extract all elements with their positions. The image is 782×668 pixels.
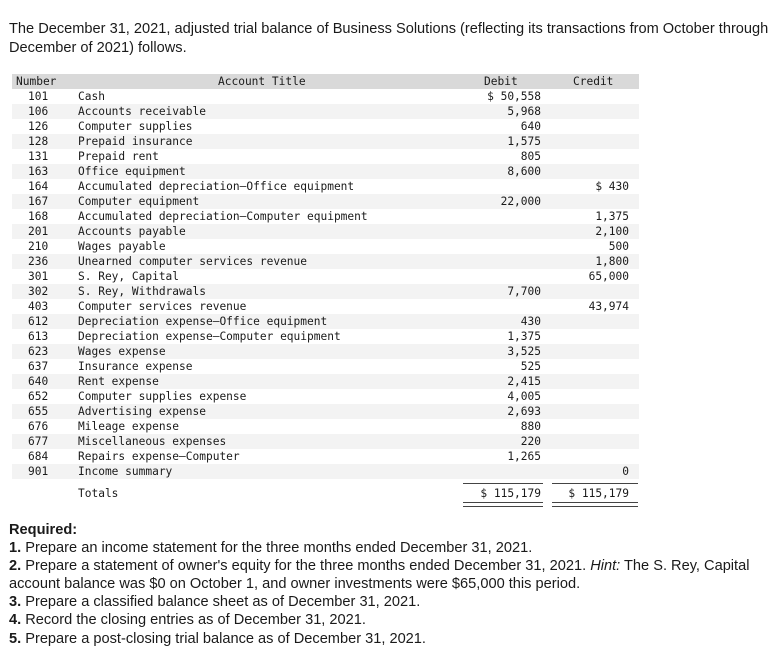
account-title: Computer supplies bbox=[78, 120, 193, 133]
account-title: Accumulated depreciation—Office equipment bbox=[78, 180, 355, 193]
account-number: 236 bbox=[28, 255, 49, 268]
table-row bbox=[12, 299, 639, 314]
totals-label: Totals bbox=[78, 487, 119, 500]
table-row bbox=[12, 314, 639, 329]
debit-amount: 5,968 bbox=[507, 105, 541, 118]
account-title: S. Rey, Withdrawals bbox=[78, 285, 206, 298]
credit-amount: 500 bbox=[608, 240, 629, 253]
table-row bbox=[12, 284, 639, 299]
hint-label: Hint: bbox=[590, 558, 621, 575]
account-number: 640 bbox=[28, 375, 49, 388]
account-number: 676 bbox=[28, 420, 49, 433]
account-title: Advertising expense bbox=[78, 405, 206, 418]
debit-amount: 805 bbox=[520, 150, 541, 163]
account-number: 684 bbox=[28, 450, 49, 463]
account-title: Accounts payable bbox=[78, 225, 186, 238]
debit-amount: 2,415 bbox=[507, 375, 541, 388]
table-row bbox=[12, 134, 639, 149]
account-number: 128 bbox=[28, 135, 49, 148]
account-number: 210 bbox=[28, 240, 49, 253]
account-title: S. Rey, Capital bbox=[78, 270, 180, 283]
credit-total-rule bbox=[552, 483, 638, 484]
account-title: Depreciation expense—Computer equipment bbox=[78, 330, 341, 343]
table-row bbox=[12, 419, 639, 434]
debit-amount: 4,005 bbox=[507, 390, 541, 403]
account-title: Accumulated depreciation—Computer equipment bbox=[78, 210, 368, 223]
debit-amount: 22,000 bbox=[500, 195, 541, 208]
account-title: Depreciation expense—Office equipment bbox=[78, 315, 328, 328]
account-number: 623 bbox=[28, 345, 49, 358]
credit-amount: 65,000 bbox=[588, 270, 629, 283]
trial-balance-table bbox=[12, 74, 639, 479]
debit-amount: 880 bbox=[520, 420, 541, 433]
table-row bbox=[12, 434, 639, 449]
debit-amount: 525 bbox=[520, 360, 541, 373]
debit-amount: 220 bbox=[520, 435, 541, 448]
account-number: 652 bbox=[28, 390, 49, 403]
account-title: Accounts receivable bbox=[78, 105, 206, 118]
account-number: 167 bbox=[28, 195, 49, 208]
account-title: Income summary bbox=[78, 465, 173, 478]
debit-amount: 8,600 bbox=[507, 165, 541, 178]
header-debit: Debit bbox=[484, 75, 518, 88]
debit-total-rule bbox=[463, 483, 543, 484]
account-number: 901 bbox=[28, 465, 49, 478]
totals-credit: $ 115,179 bbox=[568, 487, 629, 500]
account-number: 201 bbox=[28, 225, 49, 238]
account-number: 164 bbox=[28, 180, 49, 193]
table-row bbox=[12, 104, 639, 119]
account-number: 302 bbox=[28, 285, 49, 298]
account-number: 301 bbox=[28, 270, 49, 283]
account-title: Computer supplies expense bbox=[78, 390, 247, 403]
debit-amount: 430 bbox=[520, 315, 541, 328]
credit-double-rule bbox=[552, 502, 638, 507]
table-row bbox=[12, 224, 639, 239]
account-title: Miscellaneous expenses bbox=[78, 435, 227, 448]
account-title: Mileage expense bbox=[78, 420, 180, 433]
account-number: 677 bbox=[28, 435, 49, 448]
credit-amount: 1,375 bbox=[595, 210, 629, 223]
table-header bbox=[12, 74, 639, 89]
table-row bbox=[12, 404, 639, 419]
totals-debit: $ 115,179 bbox=[480, 487, 541, 500]
table-row bbox=[12, 359, 639, 374]
table-row bbox=[12, 119, 639, 134]
table-row bbox=[12, 374, 639, 389]
table-row bbox=[12, 239, 639, 254]
account-title: Rent expense bbox=[78, 375, 159, 388]
account-title: Unearned computer services revenue bbox=[78, 255, 308, 268]
debit-amount: 2,693 bbox=[507, 405, 541, 418]
table-row bbox=[12, 449, 639, 464]
requirement-3: 3. Prepare a classified balance sheet as of December 31, 2021. bbox=[9, 594, 421, 611]
account-title: Cash bbox=[78, 90, 105, 103]
account-title: Prepaid rent bbox=[78, 150, 159, 163]
debit-amount: 7,700 bbox=[507, 285, 541, 298]
account-number: 101 bbox=[28, 90, 49, 103]
table-row bbox=[12, 209, 639, 224]
table-row bbox=[12, 269, 639, 284]
table-row bbox=[12, 344, 639, 359]
table-row bbox=[12, 464, 639, 479]
account-number: 637 bbox=[28, 360, 49, 373]
intro-text: The December 31, 2021, adjusted trial balance of Business Solutions (reflecting its transactions from October through December of 2021) follows. bbox=[9, 21, 769, 56]
account-title: Office equipment bbox=[78, 165, 186, 178]
header-credit: Credit bbox=[573, 75, 614, 88]
account-number: 126 bbox=[28, 120, 49, 133]
required-heading: Required: bbox=[9, 522, 78, 538]
debit-amount: 1,375 bbox=[507, 330, 541, 343]
header-account-title: Account Title bbox=[218, 75, 306, 88]
debit-amount: 3,525 bbox=[507, 345, 541, 358]
credit-amount: 0 bbox=[622, 465, 629, 478]
account-title: Computer equipment bbox=[78, 195, 200, 208]
debit-amount: 1,265 bbox=[507, 450, 541, 463]
requirement-2: 2. Prepare a statement of owner's equity for the three months ended December 31, 2021. Hint: The S. Rey, Capital account balance was $0 on October 1, and owner investments were $65,000 this period. bbox=[9, 558, 750, 593]
debit-amount: 640 bbox=[520, 120, 541, 133]
account-number: 163 bbox=[28, 165, 49, 178]
account-number: 168 bbox=[28, 210, 49, 223]
debit-double-rule bbox=[463, 502, 543, 507]
credit-amount: 1,800 bbox=[595, 255, 629, 268]
table-row bbox=[12, 89, 639, 104]
account-number: 403 bbox=[28, 300, 49, 313]
account-number: 612 bbox=[28, 315, 49, 328]
table-row bbox=[12, 254, 639, 269]
credit-amount: 43,974 bbox=[588, 300, 629, 313]
totals-row bbox=[12, 483, 639, 505]
table-row bbox=[12, 389, 639, 404]
account-title: Insurance expense bbox=[78, 360, 193, 373]
table-row bbox=[12, 179, 639, 194]
debit-amount: $ 50,558 bbox=[487, 90, 541, 103]
debit-amount: 1,575 bbox=[507, 135, 541, 148]
requirement-5: 5. Prepare a post-closing trial balance as of December 31, 2021. bbox=[9, 630, 426, 647]
account-title: Wages expense bbox=[78, 345, 166, 358]
requirements bbox=[9, 521, 774, 648]
credit-amount: 2,100 bbox=[595, 225, 629, 238]
account-title: Prepaid insurance bbox=[78, 135, 193, 148]
table-row bbox=[12, 164, 639, 179]
table-row bbox=[12, 194, 639, 209]
requirement-1: 1. Prepare an income statement for the three months ended December 31, 2021. bbox=[9, 540, 533, 557]
account-number: 131 bbox=[28, 150, 49, 163]
account-title: Wages payable bbox=[78, 240, 166, 253]
account-number: 655 bbox=[28, 405, 49, 418]
table-body bbox=[12, 89, 639, 479]
account-title: Repairs expense—Computer bbox=[78, 450, 240, 463]
requirement-4: 4. Record the closing entries as of December 31, 2021. bbox=[9, 612, 366, 629]
credit-amount: $ 430 bbox=[595, 180, 629, 193]
account-number: 613 bbox=[28, 330, 49, 343]
header-number: Number bbox=[16, 75, 57, 88]
account-title: Computer services revenue bbox=[78, 300, 247, 313]
account-number: 106 bbox=[28, 105, 49, 118]
table-row bbox=[12, 149, 639, 164]
table-row bbox=[12, 329, 639, 344]
